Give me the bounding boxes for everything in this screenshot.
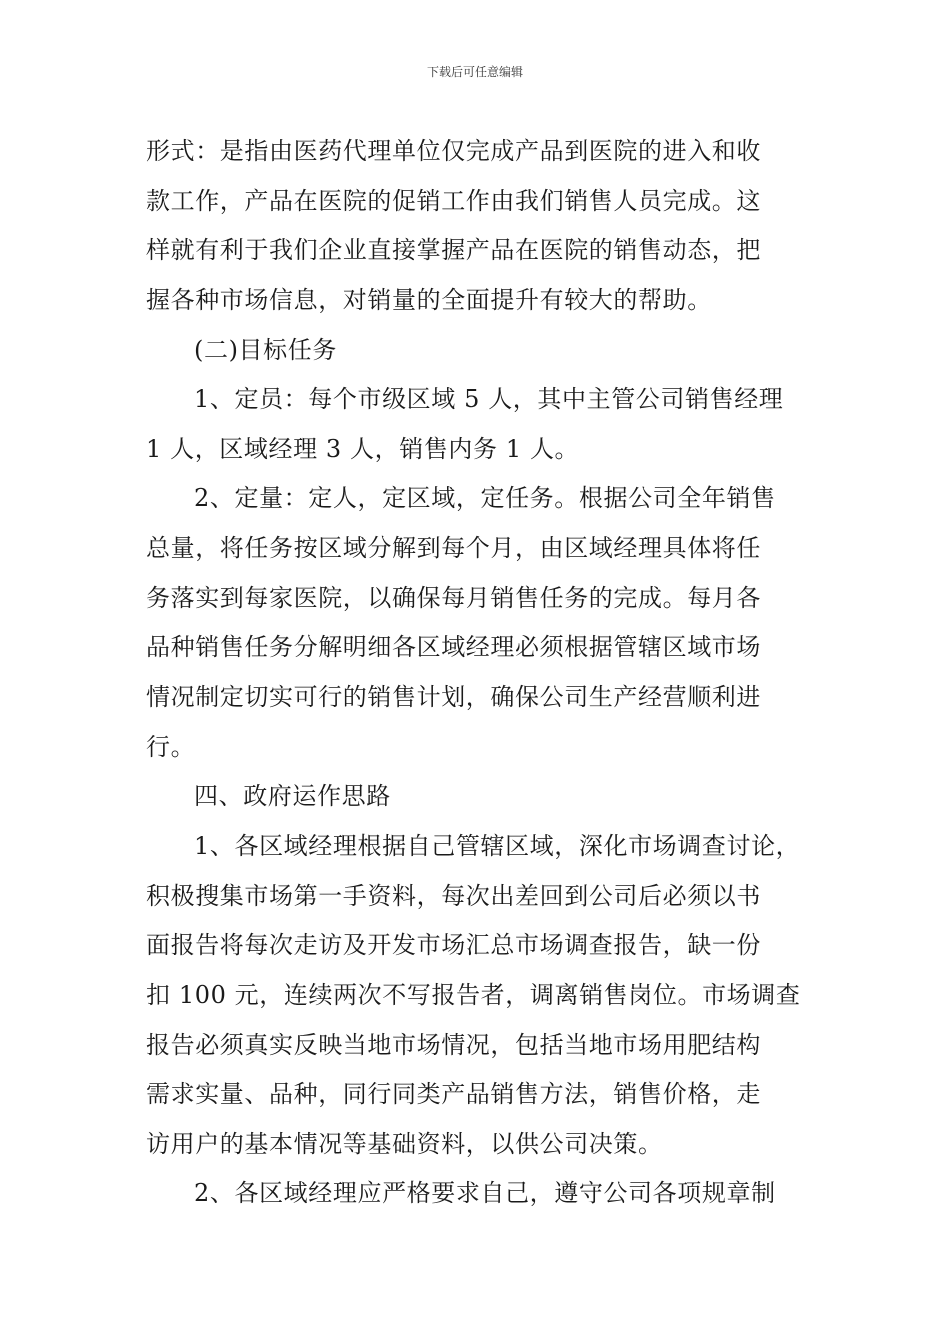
text-line: 行。 [146, 732, 196, 761]
section-heading: (二)目标任务 [194, 335, 337, 364]
text-line: 积极搜集市场第一手资料，每次出差回到公司后必须以书 [146, 881, 761, 910]
text-line: 款工作，产品在医院的促销工作由我们销售人员完成。这 [146, 186, 761, 215]
section-heading: 四、政府运作思路 [194, 782, 391, 811]
page-header: 下载后可任意编辑 [426, 65, 523, 79]
text-line: 务落实到每家医院，以确保每月销售任务的完成。每月各 [146, 583, 761, 612]
text-line: 面报告将每次走访及开发市场汇总市场调查报告，缺一份 [146, 931, 761, 960]
text-line: 扣 100 元，连续两次不写报告者，调离销售岗位。市场调查 [146, 980, 801, 1009]
text-line: 需求实量、品种，同行同类产品销售方法，销售价格，走 [146, 1080, 761, 1109]
text-line: 握各种市场信息，对销量的全面提升有较大的帮助。 [146, 285, 712, 314]
text-line: 情况制定切实可行的销售计划，确保公司生产经营顺利进 [146, 683, 761, 712]
text-line: 总量，将任务按区域分解到每个月，由区域经理具体将任 [146, 534, 761, 563]
text-line: 1、各区域经理根据自己管辖区域，深化市场调查讨论， [194, 831, 801, 860]
text-line: 2、各区域经理应严格要求自己，遵守公司各项规章制 [194, 1179, 776, 1208]
text-line: 1、定员：每个市级区域 5 人，其中主管公司销售经理 [194, 385, 784, 414]
text-line: 2、定量：定人，定区域，定任务。根据公司全年销售 [194, 484, 776, 513]
document-body [146, 127, 836, 1219]
text-line: 品种销售任务分解明细各区域经理必须根据管辖区域市场 [146, 633, 761, 662]
text-line: 访用户的基本情况等基础资料，以供公司决策。 [146, 1129, 663, 1158]
text-line: 1 人，区域经理 3 人，销售内务 1 人。 [146, 434, 580, 463]
text-line: 报告必须真实反映当地市场情况，包括当地市场用肥结构 [146, 1030, 761, 1059]
text-line: 形式：是指由医药代理单位仅完成产品到医院的进入和收 [146, 137, 761, 165]
text-line: 样就有利于我们企业直接掌握产品在医院的销售动态，把 [146, 236, 761, 265]
